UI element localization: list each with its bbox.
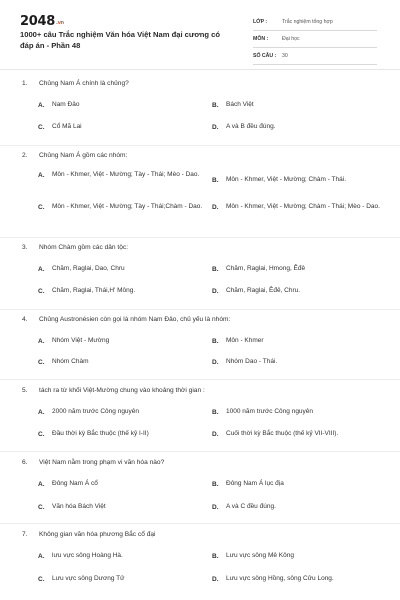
option-text: Lưu vực sông Mê Kông [226, 552, 294, 559]
option-letter: C. [38, 203, 45, 211]
option-text: Chăm, Raglai, Êđê, Chru. [226, 287, 301, 294]
meta-label: SỐ CÂU : [253, 53, 277, 59]
option-letter: A. [38, 480, 45, 488]
meta-value[interactable]: Trắc nghiệm tổng hợp [282, 19, 333, 25]
option-letter: C. [38, 503, 45, 511]
question-number: 7. [22, 531, 28, 538]
option-c[interactable] [38, 574, 125, 584]
question-item [0, 524, 400, 599]
question-number: 6. [22, 459, 28, 466]
meta-row-count [253, 48, 377, 65]
option-text: 1000 năm trước Công nguyên [226, 408, 314, 415]
header-divider [0, 69, 400, 70]
question-item [0, 76, 400, 146]
option-letter: C. [38, 358, 45, 366]
question-label: Nhóm Chàm gồm các dân tộc: [39, 244, 129, 251]
question-item [0, 238, 400, 310]
option-letter: B. [212, 480, 219, 488]
option-letter: B. [212, 265, 219, 273]
option-letter: D. [212, 358, 219, 366]
option-text: Lưu vực sông Dương Tử [52, 575, 125, 582]
option-a[interactable] [38, 100, 79, 110]
question-text [22, 80, 129, 87]
option-text: Nam Đảo [52, 101, 80, 108]
option-d[interactable] [212, 357, 277, 367]
page-title: 1000+ câu Trắc nghiệm Văn hóa Việt Nam đại cương có đáp án - Phần 48 [20, 30, 221, 50]
question-number: 2. [22, 152, 28, 159]
option-letter: A. [38, 265, 45, 273]
option-text: A và C đều đúng. [226, 503, 276, 510]
option-letter: D. [212, 430, 219, 438]
option-d[interactable] [212, 202, 382, 212]
meta-label: LỚP : [253, 19, 268, 25]
option-d[interactable] [212, 122, 276, 132]
option-letter: B. [212, 101, 219, 109]
question-text [22, 459, 164, 466]
question-label: Không gian văn hóa phương Bắc cổ đại [39, 531, 156, 538]
option-text: Đầu thời kỳ Bắc thuộc (thế kỷ I-II) [52, 430, 149, 437]
option-text: Cổ Mã Lai [52, 123, 82, 130]
option-letter: C. [38, 287, 45, 295]
option-letter: D. [212, 123, 219, 131]
option-text: Văn hóa Bách Việt [52, 503, 106, 510]
option-letter: B. [212, 337, 219, 345]
meta-value: 30 [282, 53, 288, 59]
option-text: Môn - Khmer, Việt - Mường; Chàm - Thái; Mèo - Dao. [226, 203, 380, 210]
option-letter: A. [38, 171, 45, 179]
option-letter: C. [38, 575, 45, 583]
option-text: Môn - Khmer, Việt - Mường; Tày - Thái; Mèo - Dao. [52, 171, 200, 178]
question-label: Việt Nam nằm trong phạm vi văn hóa nào? [39, 459, 165, 466]
option-letter: C. [38, 123, 45, 131]
option-d[interactable] [212, 286, 300, 296]
option-a[interactable] [38, 336, 109, 346]
option-letter: B. [212, 176, 219, 184]
option-c[interactable] [38, 357, 88, 367]
option-letter: D. [212, 503, 219, 511]
option-letter: B. [212, 408, 219, 416]
question-number: 3. [22, 244, 28, 251]
option-c[interactable] [38, 286, 135, 296]
question-text [22, 316, 230, 323]
logo-text: 2048 [20, 14, 55, 29]
option-a[interactable] [38, 479, 98, 489]
option-a[interactable] [38, 407, 139, 417]
option-b[interactable] [212, 336, 264, 346]
option-letter: A. [38, 408, 45, 416]
option-b[interactable] [212, 551, 294, 561]
question-item [0, 310, 400, 380]
option-c[interactable] [38, 502, 106, 512]
meta-row-subject [253, 31, 377, 48]
option-letter: D. [212, 203, 219, 211]
option-text: Chăm, Raglai, Dao, Chru [52, 265, 125, 272]
option-b[interactable] [212, 264, 305, 274]
option-letter: C. [38, 430, 45, 438]
question-list [0, 76, 400, 599]
question-number: 4. [22, 316, 28, 323]
option-c[interactable] [38, 122, 82, 132]
option-a[interactable] [38, 170, 208, 180]
question-item [0, 146, 400, 238]
meta-row-class [253, 14, 377, 31]
option-text: Nhóm Dao - Thái. [226, 358, 278, 365]
option-text: Nhóm Việt - Mường [52, 337, 110, 344]
option-c[interactable] [38, 429, 149, 439]
option-letter: B. [212, 552, 219, 560]
option-a[interactable] [38, 551, 123, 561]
logo-suffix: .vn [55, 20, 64, 26]
option-c[interactable] [38, 202, 208, 212]
option-letter: A. [38, 337, 45, 345]
option-text: Nhóm Chàm [52, 358, 89, 365]
option-letter: A. [38, 101, 45, 109]
option-text: Đông Nam Á lục địa [226, 480, 284, 487]
option-text: Chăm, Raglai, Thái,H' Mông. [52, 287, 136, 294]
option-b[interactable] [212, 407, 313, 417]
option-text: lưu vực sông Hoàng Hà. [52, 552, 123, 559]
option-b[interactable] [212, 170, 382, 190]
question-label: Chủng Nam Á chính là chủng? [39, 80, 129, 87]
question-text [22, 244, 128, 251]
option-text: A và B đều đúng. [226, 123, 276, 130]
option-text: Bách Việt [226, 101, 254, 108]
question-item [0, 452, 400, 524]
meta-info [253, 14, 377, 65]
question-text [22, 152, 127, 159]
question-number: 5. [22, 387, 28, 394]
option-letter: D. [212, 287, 219, 295]
option-text: 2000 năm trước Công nguyên [52, 408, 140, 415]
option-b[interactable] [212, 479, 284, 489]
question-label: Chủng Austronésien còn gọi là nhóm Nam Đảo, chủ yếu là nhóm: [39, 316, 231, 323]
option-text: Cuối thời kỳ Bắc thuộc (thế kỷ VII-VIII). [226, 430, 339, 437]
question-text [22, 531, 156, 538]
option-d[interactable] [212, 429, 338, 439]
option-text: Môn - Khmer, Việt - Mường; Tày - Thái;Chàm - Dao. [52, 203, 203, 210]
question-item [0, 380, 400, 452]
option-text: Chăm, Raglai, Hmong, Êđê [226, 265, 306, 272]
site-logo[interactable] [20, 14, 64, 29]
option-text: Môn - Khmer [226, 337, 264, 344]
question-text [22, 387, 205, 394]
header [0, 0, 400, 64]
option-letter: D. [212, 575, 219, 583]
question-label: tách ra từ khối Việt-Mường chung vào khoảng thời gian : [39, 387, 205, 394]
option-b[interactable] [212, 100, 254, 110]
option-letter: A. [38, 552, 45, 560]
option-d[interactable] [212, 502, 276, 512]
option-d[interactable] [212, 574, 334, 584]
question-label: Chủng Nam Á gồm các nhóm: [39, 152, 128, 159]
option-text: Đông Nam Á cổ [52, 480, 98, 487]
meta-value[interactable]: Đại học [282, 36, 300, 42]
meta-label: MÔN : [253, 36, 269, 42]
option-text: Môn - Khmer, Việt - Mường; Chàm - Thái. [226, 176, 346, 183]
option-text: Lưu vực sông Hồng, sông Cửu Long. [226, 575, 334, 582]
option-a[interactable] [38, 264, 125, 274]
question-number: 1. [22, 80, 28, 87]
